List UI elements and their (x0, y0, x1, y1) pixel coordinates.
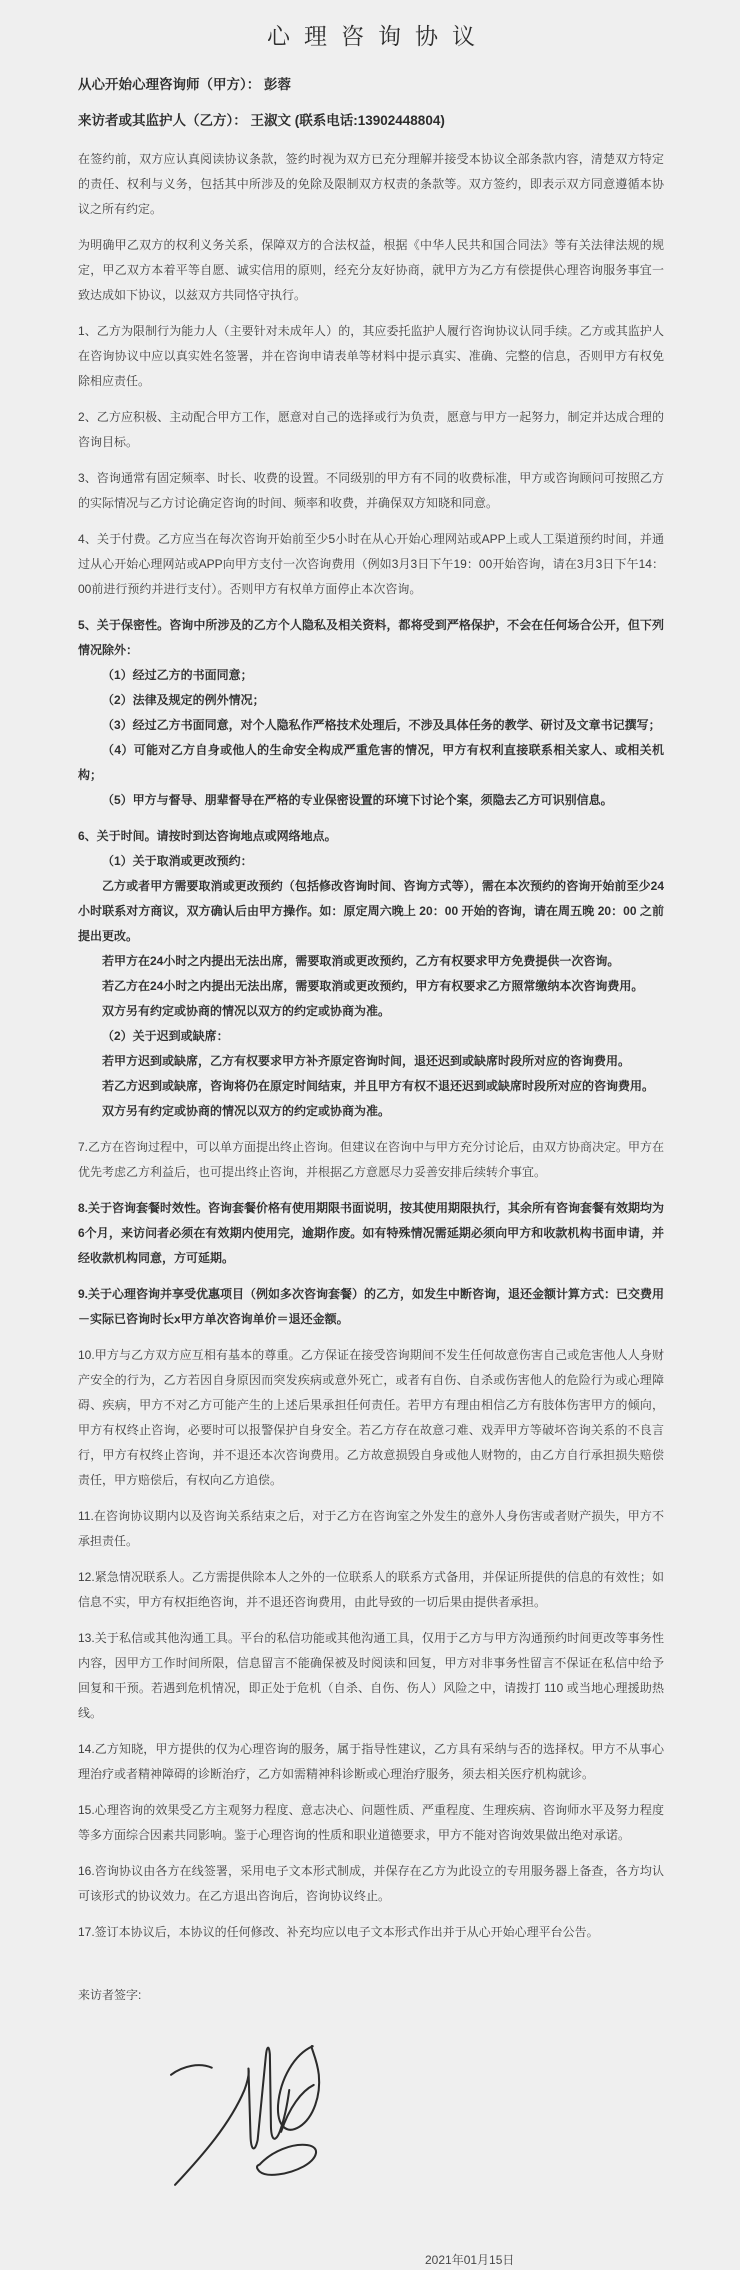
clause-paragraph: 在签约前，双方应认真阅读协议条款，签约时视为双方已充分理解并接受本协议全部条款内容，清楚双方特定的责任、权利与义务，包括其中所涉及的免除及限制双方权责的条款等。双方签约，即表示双方同意遵循本协议之所有约定。 (78, 152, 664, 216)
clause-paragraph: 5、关于保密性。咨询中所涉及的乙方个人隐私及相关资料，都将受到严格保护，不会在任何场合公开，但下列情况除外： (78, 618, 664, 657)
party-b-line: 来访者或其监护人（乙方）： 王淑文 (联系电话:13902448804) (78, 113, 445, 128)
clause-paragraph: 7.乙方在咨询过程中，可以单方面提出终止咨询。但建议在咨询中与甲方充分讨论后，由双方协商决定。甲方在优先考虑乙方利益后，也可提出终止咨询，并根据乙方意愿尽力妥善安排后续转介事宜。 (78, 1140, 665, 1179)
clause-paragraph: 4、关于付费。乙方应当在每次咨询开始前至少5小时在从心开始心理网站或APP上或人工渠道预约时间，并通过从心开始心理网站或APP向甲方支付一次咨询费用（例如3月3日下午19：00开始咨询，请在3月3日下午14：00前进行预约并进行支付）。否则甲方有权单方面停止本次咨询。 (78, 532, 664, 596)
clause-paragraph: （2）关于迟到或缺席： (102, 1029, 229, 1043)
clause-paragraph: （3）经过乙方书面同意，对个人隐私作严格技术处理后，不涉及具体任务的教学、研讨及文章书记撰写； (102, 718, 661, 732)
clause-paragraph: 乙方或者甲方需要取消或更改预约（包括修改咨询时间、咨询方式等），需在本次预约的咨询开始前至少24小时联系对方商议，双方确认后由甲方操作。如：原定周六晚上 20：00 开始的咨询，请在周五晚 20：00 之前提出更改。 (78, 879, 664, 943)
clause-paragraph: 2、乙方应积极、主动配合甲方工作，愿意对自己的选择或行为负责，愿意与甲方一起努力，制定并达成合理的咨询目标。 (78, 410, 664, 449)
signature-date: 2021年01月15日 (425, 2253, 515, 2267)
clause-paragraph: 15.心理咨询的效果受乙方主观努力程度、意志决心、问题性质、严重程度、生理疾病、咨询师水平及努力程度等多方面综合因素共同影响。鉴于心理咨询的性质和职业道德要求，甲方不能对咨询效果做出绝对承诺。 (78, 1803, 664, 1842)
clause-paragraph: 为明确甲乙双方的权利义务关系，保障双方的合法权益，根据《中华人民共和国合同法》等有关法律法规的规定，甲乙双方本着平等自愿、诚实信用的原则，经充分友好协商，就甲方为乙方有偿提供心理咨询服务事宜一致达成如下协议，以兹双方共同恪守执行。 (78, 238, 664, 302)
clause-paragraph: 9.关于心理咨询并享受优惠项目（例如多次咨询套餐）的乙方，如发生中断咨询，退还金额计算方式：已交费用－实际已咨询时长x甲方单次咨询单价＝退还金额。 (78, 1287, 665, 1326)
clause-paragraph: （1）关于取消或更改预约： (102, 854, 253, 868)
clause-paragraph: （5）甲方与督导、朋辈督导在严格的专业保密设置的环境下讨论个案，须隐去乙方可识别信息。 (102, 793, 613, 807)
signature-label: 来访者签字: (78, 1988, 142, 2002)
handwritten-signature (160, 2034, 340, 2192)
clause-paragraph: （4）可能对乙方自身或他人的生命安全构成严重危害的情况，甲方有权利直接联系相关家人、或相关机构； (78, 743, 664, 782)
clause-paragraph: 17.签订本协议后，本协议的任何修改、补充均应以电子文本形式作出并于从心开始心理平台公告。 (78, 1925, 599, 1939)
clause-paragraph: 16.咨询协议由各方在线签署，采用电子文本形式制成，并保存在乙方为此设立的专用服务器上备查，各方均认可该形式的协议效力。在乙方退出咨询后，咨询协议终止。 (78, 1864, 664, 1903)
clause-paragraph: 1、乙方为限制行为能力人（主要针对未成年人）的，其应委托监护人履行咨询协议认同手续。乙方或其监护人在咨询协议中应以真实姓名签署，并在咨询申请表单等材料中提示真实、准确、完整的信息，否则甲方有权免除相应责任。 (78, 324, 664, 388)
party-a-line: 从心开始心理咨询师（甲方）： 彭蓉 (78, 77, 292, 92)
clause-paragraph: （2）法律及规定的例外情况； (102, 693, 265, 707)
clause-paragraph: 若乙方迟到或缺席，咨询将仍在原定时间结束，并且甲方有权不退还迟到或缺席时段所对应的咨询费用。 (102, 1079, 655, 1093)
clause-paragraph: 若甲方迟到或缺席，乙方有权要求甲方补齐原定咨询时间，退还迟到或缺席时段所对应的咨询费用。 (102, 1054, 631, 1068)
clause-paragraph: 10.甲方与乙方双方应互相有基本的尊重。乙方保证在接受咨询期间不发生任何故意伤害自己或危害他人人身财产安全的行为，乙方若因自身原因而突发疾病或意外死亡，或者有自伤、自杀或伤害他人的危险行为或心理障碍、疾病，甲方不对乙方可能产生的上述后果承担任何责任。若甲方有理由相信乙方有肢体伤害甲方的倾向，甲方有权终止咨询，必要时可以报警保护自身安全。若乙方存在故意刁难、戏弄甲方等破坏咨询关系的不良言行，甲方有权终止咨询，并不退还本次咨询费用。乙方故意损毁自身或他人财物的，由乙方自行承担损失赔偿责任，甲方赔偿后，有权向乙方追偿。 (78, 1348, 664, 1487)
signature-scribble-icon (160, 2034, 340, 2192)
clause-paragraph: 8.关于咨询套餐时效性。咨询套餐价格有使用期限书面说明，按其使用期限执行，其余所有咨询套餐有效期均为6个月，来访问者必须在有效期内使用完，逾期作废。如有特殊情况需延期必须向甲方和收款机构书面申请，并经收款机构同意，方可延期。 (78, 1201, 665, 1265)
clause-paragraph: 若甲方在24小时之内提出无法出席，需要取消或更改预约，乙方有权要求甲方免费提供一次咨询。 (102, 954, 620, 968)
clause-paragraph: 12.紧急情况联系人。乙方需提供除本人之外的一位联系人的联系方式备用，并保证所提供的信息的有效性；如信息不实，甲方有权拒绝咨询，并不退还咨询费用，由此导致的一切后果由提供者承担。 (78, 1570, 664, 1609)
clauses-section (78, 147, 664, 1945)
clause-paragraph: 6、关于时间。请按时到达咨询地点或网络地点。 (78, 829, 337, 843)
clause-paragraph: 11.在咨询协议期内以及咨询关系结束之后，对于乙方在咨询室之外发生的意外人身伤害或者财产损失，甲方不承担责任。 (78, 1509, 664, 1548)
clause-paragraph: 若乙方在24小时之内提出无法出席，需要取消或更改预约，甲方有权要求乙方照常缴纳本次咨询费用。 (102, 979, 644, 993)
clause-paragraph: 14.乙方知晓，甲方提供的仅为心理咨询的服务，属于指导性建议，乙方具有采纳与否的选择权。甲方不从事心理治疗或者精神障碍的诊断治疗，乙方如需精神科诊断或心理治疗服务，须去相关医疗机构就诊。 (78, 1742, 664, 1781)
clause-paragraph: 双方另有约定或协商的情况以双方的约定或协商为准。 (102, 1104, 391, 1118)
page-title: 心理咨询协议 (267, 23, 489, 49)
clause-paragraph: 13.关于私信或其他沟通工具。平台的私信功能或其他沟通工具，仅用于乙方与甲方沟通预约时间更改等事务性内容，因甲方工作时间所限，信息留言不能确保被及时阅读和回复，甲方对非事务性留言不保证在私信中给予回复和干预。若遇到危机情况，即正处于危机（自杀、自伤、伤人）风险之中，请拨打 110 或当地心理援助热线。 (78, 1631, 664, 1720)
clause-paragraph: 双方另有约定或协商的情况以双方的约定或协商为准。 (102, 1004, 391, 1018)
clause-paragraph: 3、咨询通常有固定频率、时长、收费的设置。不同级别的甲方有不同的收费标准，甲方或咨询顾问可按照乙方的实际情况与乙方讨论确定咨询的时间、频率和收费，并确保双方知晓和同意。 (78, 471, 664, 510)
clause-paragraph: （1）经过乙方的书面同意； (102, 668, 253, 682)
